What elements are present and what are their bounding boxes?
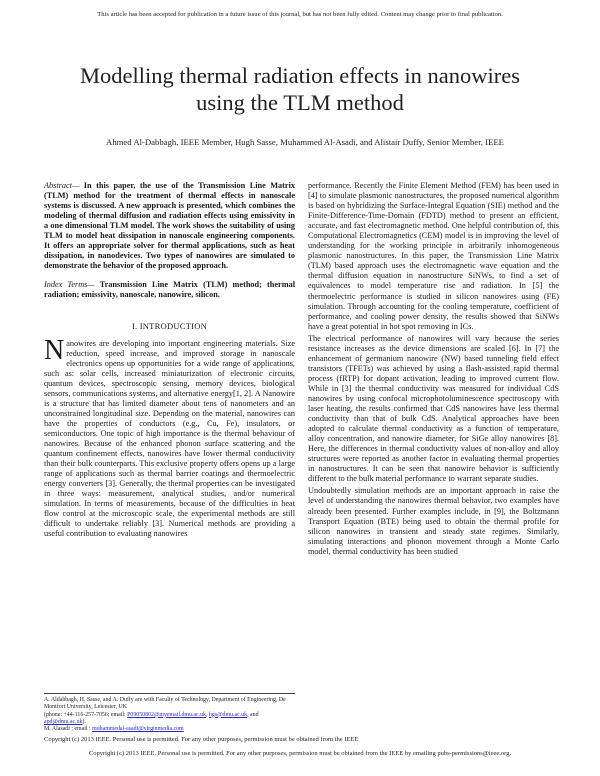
- separator-text: ).: [82, 718, 86, 725]
- right-column: [308, 181, 559, 557]
- copyright-line-primary: Copyright (c) 2013 IEEE. Personal use is permitted. For any other purposes, permission must be obtained from the IEEE: [44, 736, 359, 743]
- paper-title: Modelling thermal radiation effects in nanowires using the TLM method: [79, 63, 521, 115]
- copyright-line-secondary: Copyright (c) 2013 IEEE. Personal use is permitted. For any other purposes, permission must be obtained from the IEEE by emailing pubs-permissions@ieee.org.: [88, 750, 512, 757]
- separator-text: , and: [247, 711, 259, 718]
- section-heading-introduction: I. INTRODUCTION: [131, 320, 208, 331]
- author-footnote: [44, 697, 295, 733]
- header-notice: This article has been accepted for publication in a future issue of this journal, but has not been fully edited. Content may change prior to final publication.: [97, 11, 503, 18]
- intro-paragraph: Nanowires are developing into important engineering materials. Size reduction, speed increase, and improved storage in nanoscale electronics opens up opportunities for a wide range of applications, such as: solar cells, increased miniaturization of electronic circuits, quantum devices, spectroscopic sensing, memory devices, biological sensors, communications systems, and alternative energy[1, 2]. A Nanowire is a structure that has limited diameter about tens of nanometers and an unconstrained longitudinal size. Depending on the material, nanowires can have the properties of conductors (e.g., Cu, Fe), insulators, or semiconductors. One topic of high importance is the thermal behaviour of nanowires. Because of the enhanced phonon surface scattering and the quantum confinement effects, nanowires have lower thermal conductivity than their bulk counterparts. This exclusive property offers opens up a large range of applications such as thermal barrier coatings and thermoelectric energy converters [3]. Generally, the thermal properties can be investigated in three ways: measurement, analytical studies, and/or numerical simulation. In terms of measurements, because of the difficulties in heat flow control at the microscopic scale, the experimental methods are still difficult to undertake reliably [3]. Numerical methods are providing a useful contribution to evaluating nanowires: [44, 334, 295, 539]
- index-terms: [44, 280, 295, 300]
- abstract: [44, 181, 295, 271]
- body-paragraph: performance. Recently the Finite Element Method (FEM) has been used in [4] to simulate plasmonic nanostructures, the proposed numerical algorithm is based on hybridizing the Surface-Integral Equation (SIE) method and the Finite-Difference-Time-Domain (FDTD) method to present an efficient, accurate, and fast electromagnetic method. One helpful contribution of, this Computational Electromagnetics (CEM) model is in improving the level of understanding for the working principle in arbitrarily inhomogeneous plasmonic nanostructures. In this paper, the Transmission Line Matrix (TLM) based approach uses the electromagnetic wave equation and the thermal diffusion equation in nanostructure SiNWs, to find a set of equivalences to model temperature rise and radiation. In [5] the thermoelectric performance is studied in silicon nanowires using (FE) simulation. Through accounting for the cooling temperature, coefficient of performance, and cooling power density, the results showed that SiNWs have a great potential in hot spot removing in ICs.: [308, 181, 559, 331]
- body-paragraph: The electrical performance of nanowires will vary because the series resistance increases as the device dimensions are scaled [6]. In [7] the enhancement of germanium nanowire (NW) based tunneling field effect transistors (TFETs) was achieved by using a flash-assisted rapid thermal process (fRTP) for dopant activation, leading to improved current flow. While in [3] the thermal conductivity was measured for individual CdS nanowires by using confocal microphotoluminescence spectroscopy with laser heating, the results confirmed that CdS nanowires have less thermal conductivity than that of bulk CdS. Analytical approaches have been adopted to calculate thermal conductivity as a function of temperature, alloy concentration, and nanowire diameter, for SiGe alloy nanowires [8]. Here, the differences in thermal conductivity values of non-alloy and alloy structures were reported as another factor in evaluating thermal properties in nanostructures. It can be seen that nanowire behavior is sufficiently different to the bulk material performance to warrant separate studies.: [308, 333, 559, 484]
- email-link[interactable]: hgs@dmu.ac.uk: [208, 711, 248, 718]
- footnote-alasadi: [44, 726, 295, 733]
- email-link[interactable]: apd@dmu.ac.uk: [44, 718, 83, 725]
- index-terms-text: Transmission Line Matrix (TLM) method; thermal radiation; emissivity, nanoscale, nanowire, silicon.: [44, 280, 295, 300]
- footnote-alasadi-label: M. Alasadi ; email :: [44, 726, 93, 733]
- footnote-affiliation: A. Aldabbagh, H. Sasse, and A. Duffy are with Faculty of Technology, Department of Engineering, De Montfort University, Leicester, UK: [44, 697, 286, 711]
- index-terms-label: Index Terms—: [44, 280, 95, 290]
- abstract-label: Abstract—: [44, 181, 80, 190]
- footnote-phone: (phone: +44-116-257-7056; email:: [44, 711, 128, 718]
- author-list: Ahmed Al-Dabbagh, IEEE Member, Hugh Sasse, Muhammed Al-Asadi, and Alistair Duffy, Senior Member, IEEE: [106, 137, 504, 147]
- email-link[interactable]: muhammedal-asadi@virginmedia.com: [92, 726, 184, 733]
- footnote-divider: [44, 693, 295, 694]
- email-link[interactable]: P09050802@myemail.dmu.ac.uk: [127, 711, 206, 718]
- abstract-text: In this paper, the use of the Transmission Line Matrix (TLM) method for the treatment of thermal effects in nanoscale systems is discussed. A new approach is presented, which combines the modeling of thermal diffusion and radiation effects using emissivity in a one dimensional TLM model. The work shows the suitability of using TLM to model heat dissipation in nanoscale engineering components. It offers an appropriate solver for thermal applications, such as heat dissipation, in nanodevices. Two types of nanowires are simulated to demonstrate the behavior of the proposed approach.: [44, 181, 295, 271]
- left-column: [44, 181, 295, 540]
- body-paragraph: Undoubtedly simulation methods are an important approach in raise the level of understanding the nanowires thermal behavior, two examples have already been presented. Further examples include, in [9], the Boltzmann Transport Equation (BTE) being used to obtain the thermal profile for silicon nanowires in transient and steady state regimes. Similarly, simulating interactions and phonon movement through a Monte Carlo model, thermal conductivity has been studied: [308, 486, 559, 556]
- separator-text: ,: [206, 711, 209, 718]
- footnote-contact: [44, 712, 295, 727]
